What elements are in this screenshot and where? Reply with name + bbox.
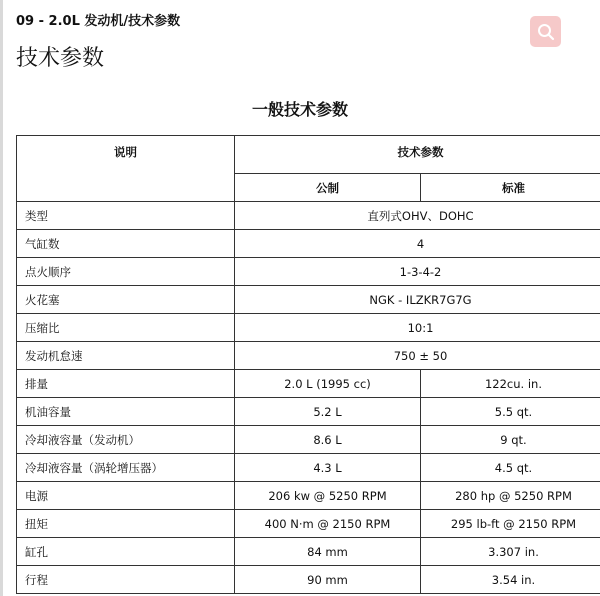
header-standard: 标准 xyxy=(421,174,600,202)
row-label: 排量 xyxy=(17,370,235,398)
table-row xyxy=(17,286,600,314)
row-label: 扭矩 xyxy=(17,510,235,538)
row-label: 冷却液容量（涡轮增压器） xyxy=(17,454,235,482)
table-row xyxy=(17,398,600,426)
row-label: 火花塞 xyxy=(17,286,235,314)
row-label: 机油容量 xyxy=(17,398,235,426)
breadcrumb: 09 - 2.0L 发动机/技术参数 xyxy=(16,14,181,29)
row-value: 10:1 xyxy=(235,314,600,342)
table-row xyxy=(17,258,600,286)
table-row xyxy=(17,202,600,230)
row-metric-value: 84 mm xyxy=(235,538,421,566)
table-row xyxy=(17,510,600,538)
row-value: 1-3-4-2 xyxy=(235,258,600,286)
row-label: 气缸数 xyxy=(17,230,235,258)
row-value: NGK - ILZKR7G7G xyxy=(235,286,600,314)
section-title: 一般技术参数 xyxy=(251,100,348,119)
table-row xyxy=(17,538,600,566)
row-metric-value: 90 mm xyxy=(235,566,421,594)
table-row xyxy=(17,314,600,342)
row-label: 发动机怠速 xyxy=(17,342,235,370)
row-metric-value: 206 kw @ 5250 RPM xyxy=(235,482,421,510)
row-standard-value: 3.54 in. xyxy=(421,566,600,594)
row-metric-value: 4.3 L xyxy=(235,454,421,482)
row-value: 4 xyxy=(235,230,600,258)
table-row xyxy=(17,566,600,594)
table-row xyxy=(17,342,600,370)
header-specification: 技术参数 xyxy=(235,136,600,174)
row-standard-value: 122cu. in. xyxy=(421,370,600,398)
row-metric-value: 5.2 L xyxy=(235,398,421,426)
table-row xyxy=(17,454,600,482)
row-standard-value: 295 lb-ft @ 2150 RPM xyxy=(421,510,600,538)
row-label: 点火顺序 xyxy=(17,258,235,286)
header-metric: 公制 xyxy=(235,174,421,202)
row-standard-value: 280 hp @ 5250 RPM xyxy=(421,482,600,510)
row-label: 电源 xyxy=(17,482,235,510)
row-value: 750 ± 50 xyxy=(235,342,600,370)
table-row xyxy=(17,482,600,510)
row-standard-value: 5.5 qt. xyxy=(421,398,600,426)
row-value: 直列式OHV、DOHC xyxy=(235,202,600,230)
row-standard-value: 4.5 qt. xyxy=(421,454,600,482)
row-metric-value: 400 N·m @ 2150 RPM xyxy=(235,510,421,538)
table-row xyxy=(17,426,600,454)
row-label: 冷却液容量（发动机） xyxy=(17,426,235,454)
left-border xyxy=(0,0,3,596)
search-button[interactable] xyxy=(530,16,561,47)
search-icon xyxy=(536,22,556,42)
row-label: 类型 xyxy=(17,202,235,230)
row-metric-value: 8.6 L xyxy=(235,426,421,454)
spec-table xyxy=(16,135,600,594)
row-label: 行程 xyxy=(17,566,235,594)
header-description: 说明 xyxy=(17,136,235,202)
row-standard-value: 9 qt. xyxy=(421,426,600,454)
page-title: 技术参数 xyxy=(16,46,105,71)
row-metric-value: 2.0 L (1995 cc) xyxy=(235,370,421,398)
row-label: 缸孔 xyxy=(17,538,235,566)
table-row xyxy=(17,230,600,258)
row-label: 压缩比 xyxy=(17,314,235,342)
row-standard-value: 3.307 in. xyxy=(421,538,600,566)
table-row xyxy=(17,370,600,398)
